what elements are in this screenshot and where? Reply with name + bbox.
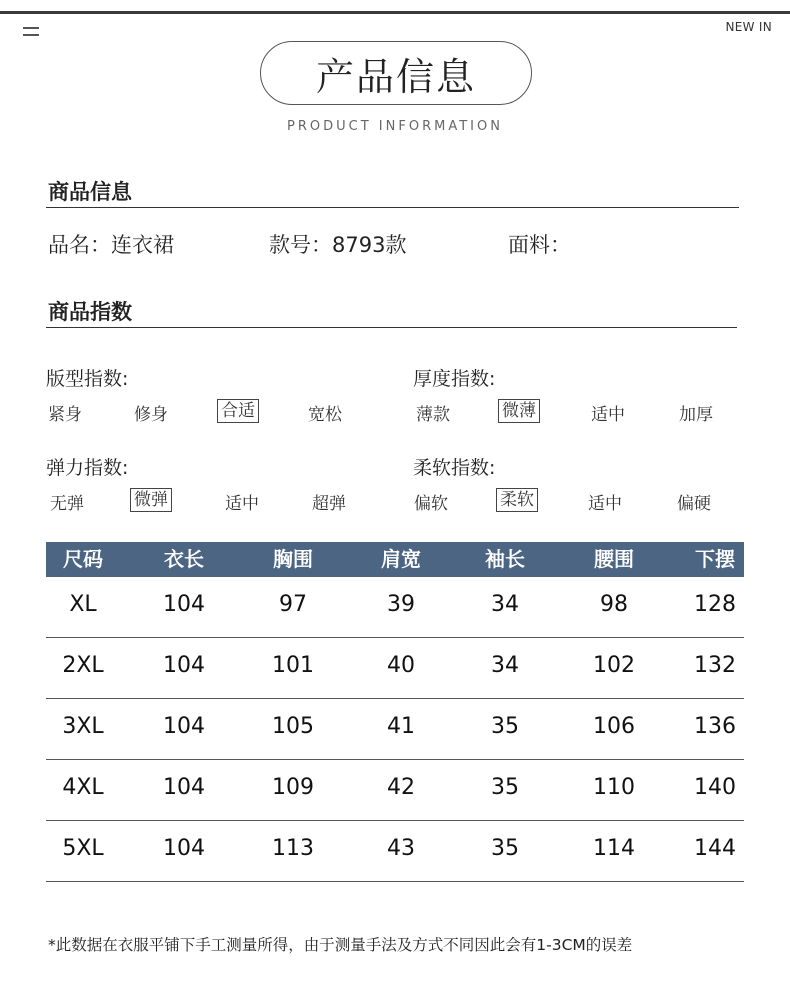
index-option-selected: 柔软 bbox=[496, 488, 538, 512]
table-cell: 101 bbox=[272, 653, 314, 678]
table-cell: 42 bbox=[387, 775, 415, 800]
table-cell: 3XL bbox=[62, 714, 104, 739]
index-label: 柔软指数: bbox=[413, 457, 496, 479]
table-cell: 102 bbox=[593, 653, 635, 678]
index-option: 偏硬 bbox=[677, 494, 711, 514]
table-cell: 128 bbox=[694, 592, 736, 617]
table-cell: 40 bbox=[387, 653, 415, 678]
table-cell: 132 bbox=[694, 653, 736, 678]
table-cell: 98 bbox=[600, 592, 628, 617]
index-option: 适中 bbox=[225, 494, 259, 514]
measurement-footnote: *此数据在衣服平铺下手工测量所得，由于测量手法及方式不同因此会有1-3CM的误差 bbox=[48, 936, 633, 954]
table-cell: 5XL bbox=[62, 836, 104, 861]
table-cell: 35 bbox=[491, 836, 519, 861]
index-option: 加厚 bbox=[679, 405, 713, 425]
table-cell: 105 bbox=[272, 714, 314, 739]
index-option: 适中 bbox=[588, 494, 622, 514]
column-header: 肩宽 bbox=[381, 547, 421, 571]
table-cell: 113 bbox=[272, 836, 314, 861]
table-cell: 104 bbox=[163, 775, 205, 800]
page-title: 产品信息 bbox=[260, 41, 532, 105]
table-cell: 39 bbox=[387, 592, 415, 617]
page-subtitle: PRODUCT INFORMATION bbox=[287, 119, 503, 134]
table-cell: XL bbox=[69, 592, 97, 617]
table-cell: 2XL bbox=[62, 653, 104, 678]
menu-icon[interactable] bbox=[23, 27, 39, 37]
column-header: 胸围 bbox=[273, 547, 313, 571]
table-cell: 110 bbox=[593, 775, 635, 800]
index-label: 弹力指数: bbox=[46, 457, 129, 479]
index-option-selected: 微弹 bbox=[130, 488, 172, 512]
index-option: 紧身 bbox=[48, 405, 82, 425]
table-row bbox=[46, 577, 744, 638]
table-cell: 41 bbox=[387, 714, 415, 739]
style-number: 款号：8793款 bbox=[269, 233, 407, 257]
table-cell: 4XL bbox=[62, 775, 104, 800]
table-cell: 109 bbox=[272, 775, 314, 800]
table-row bbox=[46, 638, 744, 699]
table-cell: 104 bbox=[163, 653, 205, 678]
column-header: 腰围 bbox=[594, 547, 634, 571]
table-cell: 136 bbox=[694, 714, 736, 739]
goods-info-heading: 商品信息 bbox=[48, 180, 132, 204]
table-cell: 35 bbox=[491, 714, 519, 739]
index-option: 适中 bbox=[591, 405, 625, 425]
index-option: 修身 bbox=[134, 405, 168, 425]
table-cell: 104 bbox=[163, 836, 205, 861]
table-cell: 97 bbox=[279, 592, 307, 617]
index-label: 版型指数: bbox=[46, 368, 129, 390]
table-row bbox=[46, 821, 744, 882]
table-cell: 140 bbox=[694, 775, 736, 800]
size-table-header bbox=[46, 542, 744, 577]
column-header: 袖长 bbox=[485, 547, 525, 571]
index-option: 超弹 bbox=[312, 494, 346, 514]
column-header: 下摆 bbox=[695, 547, 735, 571]
table-cell: 34 bbox=[491, 653, 519, 678]
table-cell: 106 bbox=[593, 714, 635, 739]
product-name: 品名：连衣裙 bbox=[48, 233, 174, 257]
new-in-label: NEW IN bbox=[725, 20, 772, 34]
index-option: 薄款 bbox=[416, 405, 450, 425]
table-cell: 43 bbox=[387, 836, 415, 861]
index-option: 宽松 bbox=[308, 405, 342, 425]
top-bar bbox=[0, 11, 790, 14]
table-cell: 104 bbox=[163, 592, 205, 617]
column-header: 尺码 bbox=[63, 547, 103, 571]
goods-info-row bbox=[48, 229, 748, 257]
goods-index-heading: 商品指数 bbox=[48, 300, 132, 324]
column-header: 衣长 bbox=[164, 547, 204, 571]
index-option-selected: 合适 bbox=[217, 399, 259, 423]
goods-index-divider bbox=[46, 327, 737, 328]
size-table-body bbox=[46, 577, 744, 882]
index-option-selected: 微薄 bbox=[498, 399, 540, 423]
index-option: 无弹 bbox=[50, 494, 84, 514]
table-cell: 144 bbox=[694, 836, 736, 861]
goods-info-divider bbox=[46, 207, 739, 208]
table-cell: 114 bbox=[593, 836, 635, 861]
index-option: 偏软 bbox=[414, 494, 448, 514]
table-cell: 35 bbox=[491, 775, 519, 800]
index-label: 厚度指数: bbox=[413, 368, 496, 390]
table-row bbox=[46, 699, 744, 760]
table-cell: 34 bbox=[491, 592, 519, 617]
table-cell: 104 bbox=[163, 714, 205, 739]
size-table bbox=[46, 542, 744, 882]
table-row bbox=[46, 760, 744, 821]
fabric: 面料： bbox=[508, 233, 571, 257]
